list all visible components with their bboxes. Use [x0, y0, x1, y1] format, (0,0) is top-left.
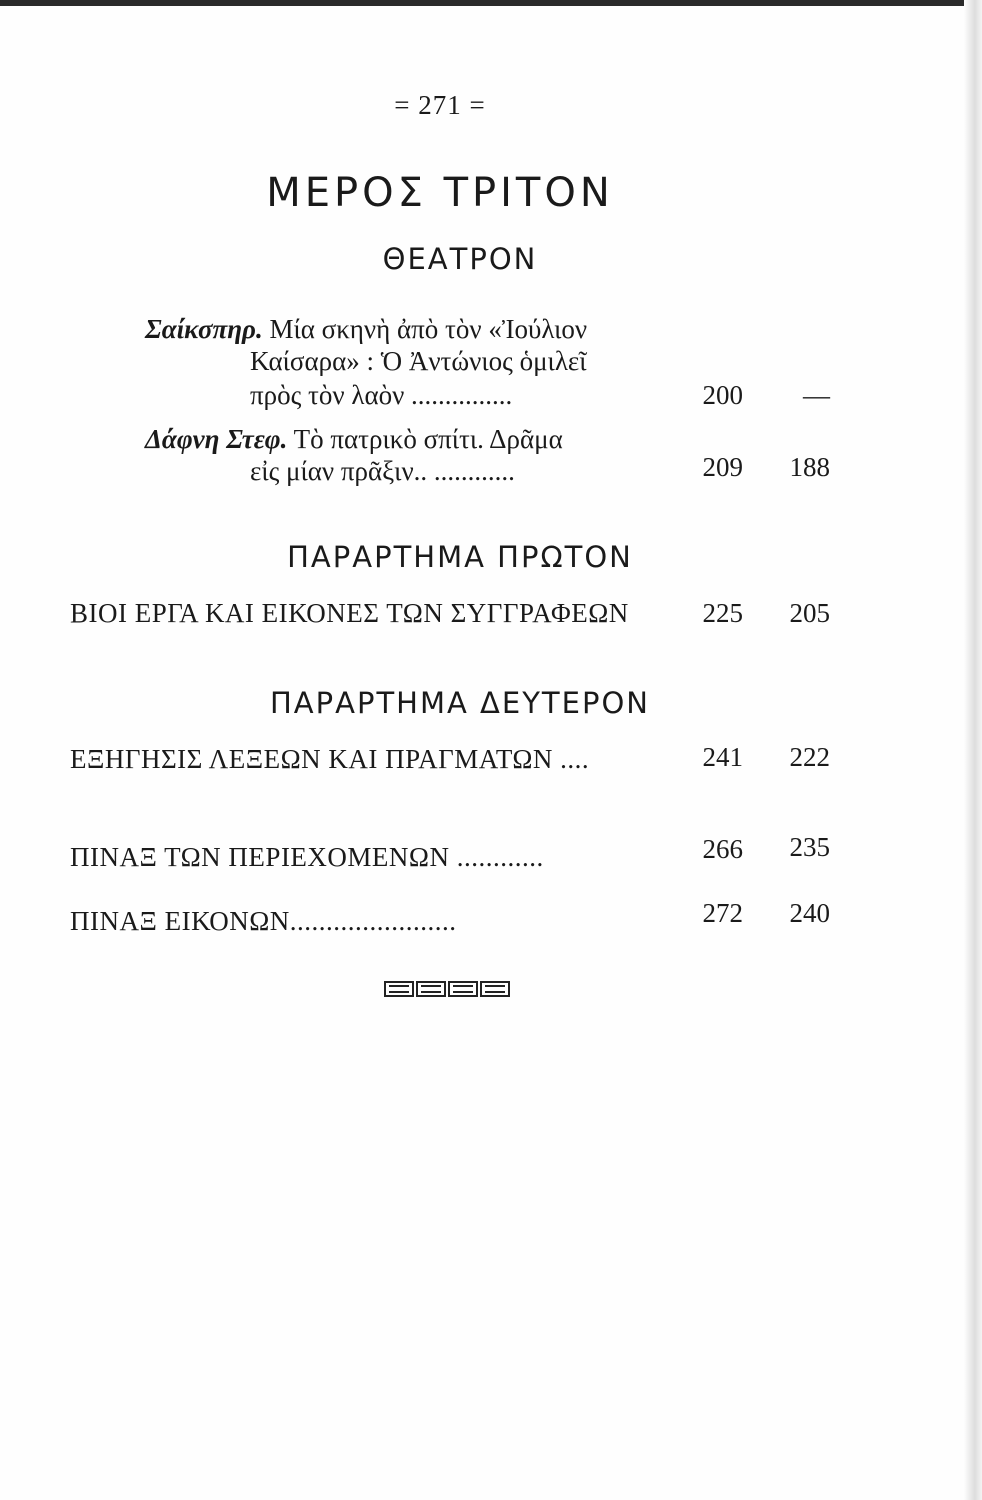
page-ref-1: 200: [702, 380, 743, 410]
page-ref-2: 205: [789, 598, 830, 628]
page-number: = 271 =: [394, 90, 486, 120]
appendix1-title: ΠΑΡΑΡΤΗΜΑ ΠΡΩΤΟΝ: [287, 540, 633, 574]
page-ref-1: 241: [702, 742, 743, 772]
entry-title-line: πρὸς τὸν λαὸν ...............: [250, 380, 513, 410]
toc-entry-images: ΠΙΝΑΞ ΕΙΚΟΝΩΝ.......................: [70, 906, 457, 936]
page-ref-2: 240: [789, 898, 830, 928]
page-ref-1: 209: [702, 452, 743, 482]
part-title: ΜΕΡΟΣ ΤΡΙΤΟΝ: [266, 170, 614, 216]
section-theatre-title: ΘΕΑΤΡΟΝ: [382, 242, 538, 276]
page-ref-2: 188: [789, 452, 830, 482]
decorative-ornament: [383, 978, 513, 1000]
toc-entry-bios: ΒΙΟΙ ΕΡΓΑ ΚΑΙ ΕΙΚΟΝΕΣ ΤΩΝ ΣΥΓΓΡΑΦΕΩΝ: [70, 598, 629, 628]
page-ref-2: —: [803, 380, 830, 410]
author-name: Σαίκσπηρ.: [145, 314, 263, 344]
author-name: Δάφνη Στεφ.: [145, 424, 288, 454]
toc-entry-shakespeare: [145, 314, 587, 345]
entry-title-line: Καίσαρα» : Ὁ Ἀντώνιος ὁμιλεῖ: [250, 346, 587, 376]
entry-title-line: Μία σκηνὴ ἀπὸ τὸν «Ἰούλιον: [269, 314, 588, 344]
toc-entry-contents: ΠΙΝΑΞ ΤΩΝ ΠΕΡΙΕΧΟΜΕΝΩΝ ............: [70, 842, 544, 872]
page-ref-2: 235: [789, 832, 830, 862]
page-ref-1: 272: [702, 898, 743, 928]
page-ref-1: 225: [702, 598, 743, 628]
scan-edge: [0, 0, 982, 6]
entry-title-line: Τὸ πατρικὸ σπίτι. Δρᾶμα: [293, 424, 563, 454]
page-ref-2: 222: [789, 742, 830, 772]
page-ref-1: 266: [702, 834, 743, 864]
page-edge-shadow: [964, 0, 982, 1500]
toc-entry-glossary: ΕΞΗΓΗΣΙΣ ΛΕΞΕΩΝ ΚΑΙ ΠΡΑΓΜΑΤΩΝ ....: [70, 744, 590, 774]
appendix2-title: ΠΑΡΑΡΤΗΜΑ ΔΕΥΤΕΡΟΝ: [270, 686, 650, 720]
entry-title-line: εἰς μίαν πρᾶξιν.. ............: [250, 456, 515, 486]
toc-entry-dafni: [145, 424, 563, 455]
